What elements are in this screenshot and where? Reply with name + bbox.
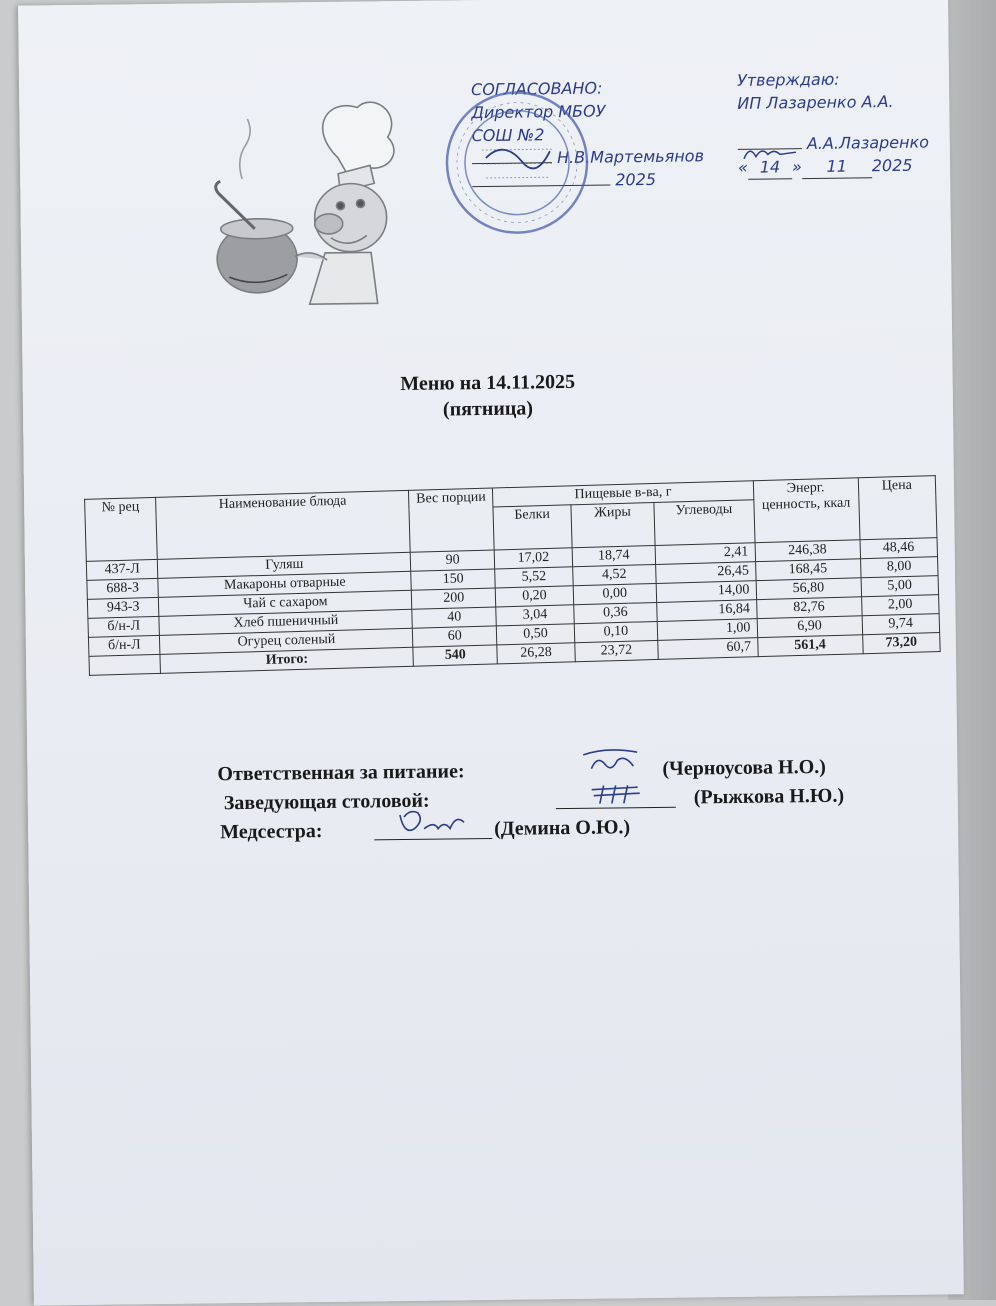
cell-rec: 437-Л [86,559,158,580]
cell-fat: 18,74 [572,545,656,566]
cell-rec: 943-З [87,597,159,618]
menu-table [84,475,941,676]
cell-protein: 0,50 [496,624,574,645]
cell-fat: 4,52 [572,564,656,585]
cell-fat: 0,00 [573,583,657,604]
approval-right-month: 11 [802,154,872,179]
cell-name: Гуляш [158,552,411,578]
signature-role: Ответственная за питание: [217,760,465,786]
cell-total-label: Итого: [160,647,413,673]
approval-left-position-1: Директор МБОУ [471,101,606,123]
official-stamp [441,87,593,239]
approval-right-name: А.А.Лазаренко [806,132,930,154]
cell-total-carbs: 60,7 [658,638,758,660]
cell-protein: 5,52 [495,567,573,588]
cell-energy: 82,76 [756,597,862,619]
cell-price: 9,74 [862,614,940,635]
signature-scribble [577,744,651,777]
signature-name: (Демина О.Ю.) [493,816,631,840]
cell-fat: 0,36 [574,602,658,623]
signature-name: (Рыжкова Н.Ю.) [693,784,845,809]
approval-right-heading: Утверждаю: [736,69,840,90]
cell-energy: 56,80 [756,578,862,600]
header-energy: Энерг. ценность, ккал [753,478,860,543]
approval-right-signature-line [738,131,929,156]
header-price: Цена [858,476,937,540]
header-carbs: Углеводы [654,500,755,546]
cell-price: 2,00 [861,595,939,616]
approval-left-position-2: СОШ №2 [471,125,545,146]
cell-protein: 17,02 [494,548,572,569]
cell-carbs: 1,00 [657,619,757,641]
approval-right-year: 2025 [871,155,913,176]
cell-weight: 90 [411,550,495,571]
cell-name: Чай с сахаром [159,590,412,616]
cell-carbs: 26,45 [656,562,756,584]
date-quote-open: « [737,157,749,177]
approval-right-day: 14 [748,155,792,180]
cell-total-empty [89,654,161,675]
cell-rec: б/н-Л [88,616,160,637]
cell-total-fat: 23,72 [575,640,659,661]
approval-left-name: Н.В.Мартемьянов [556,146,705,168]
menu-subtitle: (пятница) [442,397,534,421]
cell-price: 5,00 [861,576,939,597]
cell-total-weight: 540 [413,645,497,666]
cell-carbs: 16,84 [657,600,757,622]
signature-name: (Черноусова Н.О.) [662,755,826,780]
right-signature-scribble [740,142,800,165]
cell-weight: 60 [413,626,497,647]
header-fat: Жиры [571,503,655,548]
header-rec: № рец [85,497,158,561]
header-nutrients: Пищевые в-ва, г [493,481,754,507]
cell-rec: б/н-Л [88,635,160,656]
cell-total-energy: 561,4 [757,635,863,657]
approval-left-heading: СОГЛАСОВАНО: [470,78,603,100]
cell-energy: 168,45 [755,559,861,581]
signature-scribble [588,781,648,808]
cell-weight: 40 [412,607,496,628]
signature-scribble [394,806,474,839]
cell-fat: 0,10 [574,621,658,642]
menu-title: Меню на 14.11.2025 [400,370,576,396]
cell-total-price: 73,20 [862,633,940,654]
cell-carbs: 2,41 [655,543,755,565]
header-name: Наименование блюда [156,490,411,559]
cell-name: Огурец соленый [160,628,413,654]
signature-role: Медсестра: [220,820,323,844]
cell-name: Хлеб пшеничный [159,609,412,635]
header-weight: Вес порции [409,488,495,552]
chef-illustration [197,87,400,315]
cell-carbs: 14,00 [656,581,756,603]
date-quote-close: » [791,157,802,177]
cell-name: Макароны отварные [158,571,411,597]
approval-left-year: 2025 [615,169,657,190]
cell-protein: 0,20 [495,586,573,607]
cell-price: 48,46 [860,538,938,559]
approval-right [737,67,930,180]
cell-energy: 246,38 [755,540,861,562]
approval-right-position: ИП Лазаренко А.А. [737,91,894,113]
cell-weight: 200 [412,588,496,609]
cell-protein: 3,04 [496,605,574,626]
cell-energy: 6,90 [757,616,863,638]
header-protein: Белки [493,505,572,550]
cell-rec: 688-З [87,578,159,599]
signature-block [217,755,918,851]
cell-price: 8,00 [860,557,938,578]
signature-role: Заведующая столовой: [223,789,430,815]
cell-weight: 150 [411,569,495,590]
cell-total-protein: 26,28 [497,643,575,664]
document-page [18,0,964,1306]
